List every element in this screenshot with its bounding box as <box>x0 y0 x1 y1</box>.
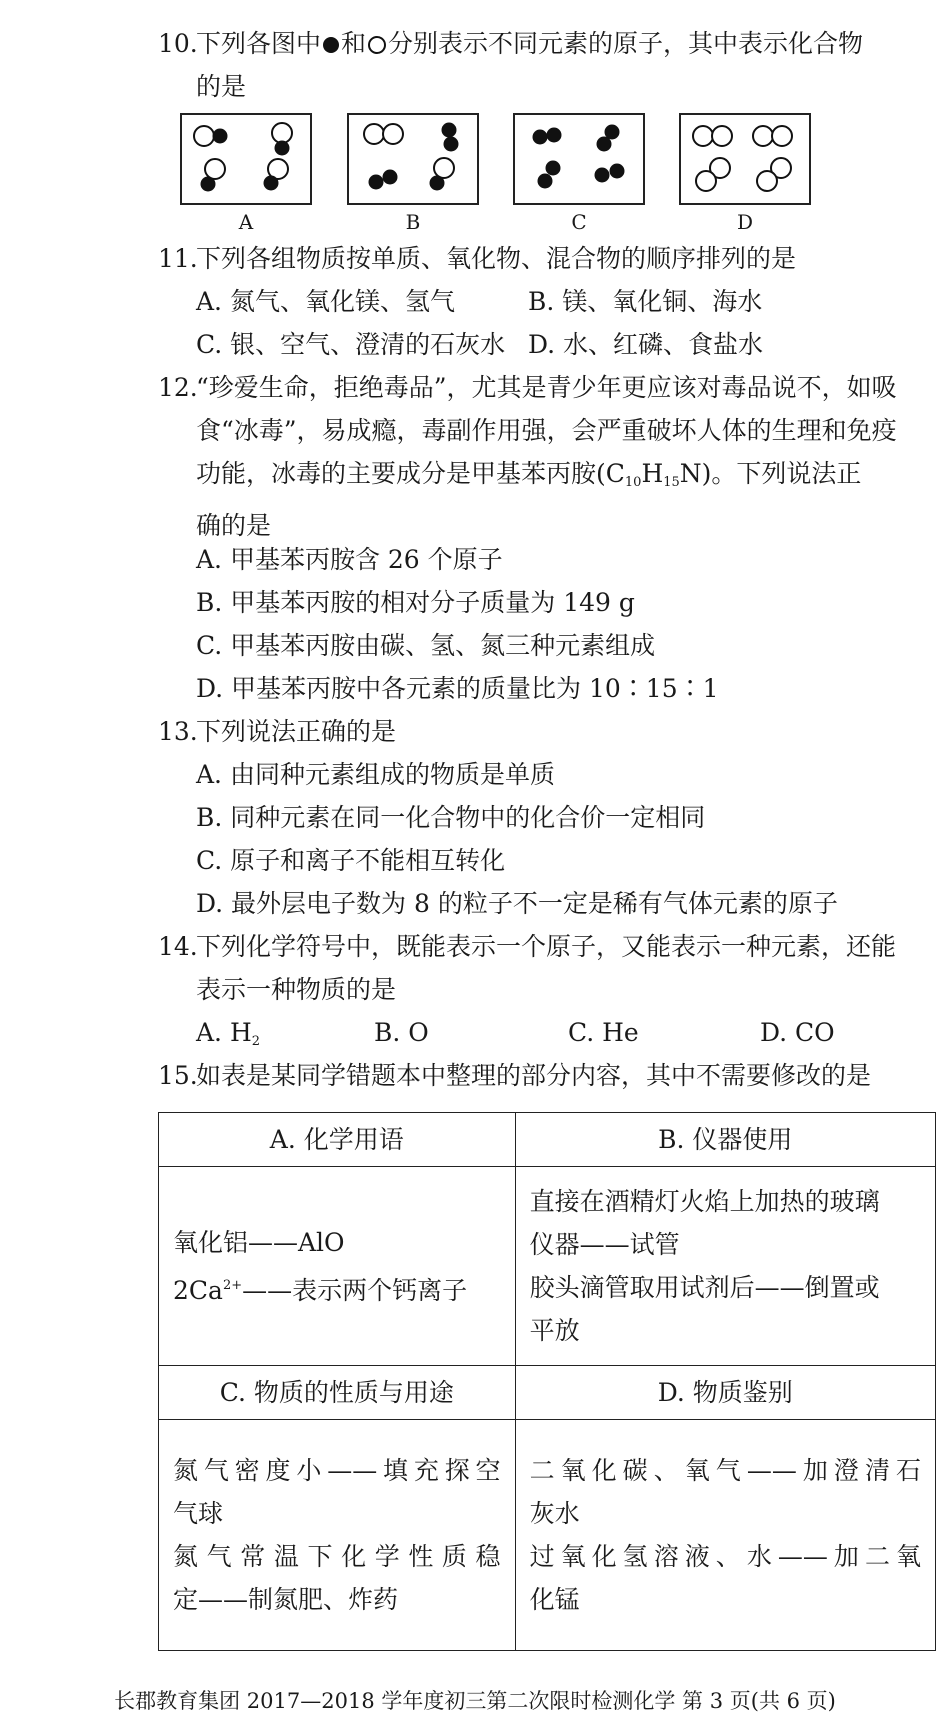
cell-line: 平放 <box>529 1316 580 1345</box>
cell-line: 直接在酒精灯火焰上加热的玻璃 <box>529 1187 880 1216</box>
stem-text: 功能，冰毒的主要成分是甲基苯丙胺(C <box>196 459 625 488</box>
figure-a <box>180 113 312 205</box>
cell-line: 2Ca <box>173 1275 223 1305</box>
molecule-figure-b <box>349 115 479 205</box>
question-number: 11. <box>158 244 198 273</box>
option-d: D. 最外层电子数为 8 的粒子不一定是稀有气体元素的原子 <box>196 889 838 918</box>
hollow-circle-icon <box>368 36 386 54</box>
molecule-figure-d <box>681 115 811 205</box>
cell-d-body <box>515 1420 935 1651</box>
atom-filled <box>201 177 216 192</box>
option-c: C. 银、空气、澄清的石灰水 <box>196 330 506 359</box>
option-d: D. CO <box>760 1018 835 1047</box>
question-12 <box>158 366 938 547</box>
option-a: A. 氮气、氧化镁、氢气 <box>196 287 455 316</box>
superscript: 2+ <box>222 1277 243 1293</box>
stem-text: 食“冰毒”，易成瘾，毒副作用强，会严重破坏人体的生理和免疫 <box>196 416 897 445</box>
option-b: B. O <box>374 1018 429 1047</box>
option-b: B. 同种元素在同一化合物中的化合价一定相同 <box>196 803 706 832</box>
cell-b-head: B. 仪器使用 <box>515 1113 935 1167</box>
atom-filled <box>275 141 290 156</box>
atom-hollow <box>272 123 292 143</box>
cell-c-head: C. 物质的性质与用途 <box>159 1366 516 1420</box>
cell-line: 仪器——试管 <box>529 1230 680 1259</box>
atom-filled <box>430 176 445 191</box>
atom-hollow <box>757 171 777 191</box>
question-number: 12. <box>158 373 198 402</box>
cell-line: 气球 <box>173 1499 224 1528</box>
atom-hollow <box>434 158 454 178</box>
question-number: 15. <box>158 1061 198 1090</box>
cell-line: 二氧化碳、氧气——加澄清石 <box>529 1456 921 1485</box>
figure-label-b: B <box>405 210 421 234</box>
question-number: 10. <box>158 29 198 58</box>
atom-filled <box>538 174 553 189</box>
stem-text: 下列各图中 <box>196 29 322 58</box>
molecule-figure-a <box>182 115 312 205</box>
stem-text: 确的是 <box>196 511 272 540</box>
error-notebook-table <box>158 1112 936 1651</box>
filled-circle-icon <box>323 37 339 53</box>
atom-hollow <box>364 124 384 144</box>
cell-line: 胶头滴管取用试剂后——倒置或 <box>529 1273 880 1302</box>
atom-filled <box>610 164 625 179</box>
stem-text: 和 <box>341 29 367 58</box>
molecule-figure-c <box>515 115 645 205</box>
option-b: B. 甲基苯丙胺的相对分子质量为 149 g <box>196 588 635 617</box>
atom-filled <box>597 137 612 152</box>
stem-text: 如表是某同学错题本中整理的部分内容，其中不需要修改的是 <box>196 1061 872 1090</box>
atom-filled <box>383 170 398 185</box>
atom-filled <box>213 129 228 144</box>
atom-hollow <box>194 126 214 146</box>
stem-text: 分别表示不同元素的原子，其中表示化合物 <box>388 29 864 58</box>
atom-hollow <box>383 124 403 144</box>
cell-c-body <box>159 1420 516 1651</box>
cell-d-head: D. 物质鉴别 <box>515 1366 935 1420</box>
atom-hollow <box>696 171 716 191</box>
option-a: A. 甲基苯丙胺含 26 个原子 <box>196 545 503 574</box>
question-number: 14. <box>158 932 198 961</box>
stem-text: 表示一种物质的是 <box>196 975 397 1004</box>
option-b: B. 镁、氧化铜、海水 <box>528 287 763 316</box>
option-d: D. 水、红磷、食盐水 <box>528 330 764 359</box>
atom-filled <box>264 176 279 191</box>
figure-c <box>513 113 645 205</box>
page-footer: 长郡教育集团 2017—2018 学年度初三第二次限时检测化学 第 3 页(共 6 页) <box>114 1689 836 1713</box>
atom-filled <box>444 137 459 152</box>
question-14 <box>158 925 938 1011</box>
atom-filled <box>442 123 457 138</box>
atom-filled <box>547 128 562 143</box>
cell-line: 灰水 <box>529 1499 580 1528</box>
stem-text: 的是 <box>196 72 247 101</box>
option-c: C. 甲基苯丙胺由碳、氢、氮三种元素组成 <box>196 631 656 660</box>
cell-line: ——表示两个钙离子 <box>242 1275 468 1305</box>
option-a: A. 由同种元素组成的物质是单质 <box>196 760 555 789</box>
stem-text: 下列化学符号中，既能表示一个原子，又能表示一种元素，还能 <box>196 932 897 961</box>
cell-line: 氮气密度小——填充探空 <box>173 1456 501 1485</box>
atom-hollow <box>693 126 713 146</box>
figure-b <box>347 113 479 205</box>
cell-a-head: A. 化学用语 <box>159 1113 516 1167</box>
figure-label-d: D <box>736 210 754 234</box>
stem-text: 下列各组物质按单质、氧化物、混合物的顺序排列的是 <box>196 244 797 273</box>
stem-text: “珍爱生命，拒绝毒品”，尤其是青少年更应该对毒品说不，如吸 <box>196 373 897 402</box>
question-15 <box>158 1054 938 1097</box>
question-number: 13. <box>158 717 198 746</box>
cell-line: 化锰 <box>529 1585 580 1614</box>
cell-line: 过氧化氢溶液、水——加二氧 <box>529 1542 921 1571</box>
subscript: 2 <box>251 1034 261 1049</box>
question-13 <box>158 710 938 753</box>
cell-b-body <box>515 1167 935 1366</box>
figure-d <box>679 113 811 205</box>
atom-filled <box>546 161 561 176</box>
atom-hollow <box>712 126 732 146</box>
cell-a-body <box>159 1167 516 1366</box>
stem-text: N)。下列说法正 <box>679 459 862 488</box>
option-text: A. H <box>196 1018 252 1047</box>
option-d: D. 甲基苯丙胺中各元素的质量比为 10∶15∶1 <box>196 674 719 703</box>
question-10 <box>158 22 938 108</box>
cell-line: 定——制氮肥、炸药 <box>173 1585 399 1614</box>
atom-filled <box>533 130 548 145</box>
cell-line: 氧化铝——AlO <box>173 1227 345 1257</box>
figure-label-a: A <box>238 210 254 234</box>
atom-filled <box>369 175 384 190</box>
option-c: C. He <box>568 1018 639 1047</box>
atom-filled <box>595 168 610 183</box>
figure-label-c: C <box>571 210 587 234</box>
subscript: 15 <box>663 475 680 490</box>
stem-text: H <box>641 459 664 488</box>
stem-text: 下列说法正确的是 <box>196 717 397 746</box>
atom-hollow <box>753 126 773 146</box>
question-11 <box>158 237 938 280</box>
cell-line: 氮气常温下化学性质稳 <box>173 1542 501 1571</box>
subscript: 10 <box>624 475 642 490</box>
option-c: C. 原子和离子不能相互转化 <box>196 846 506 875</box>
atom-hollow <box>772 126 792 146</box>
atom-hollow <box>205 159 225 179</box>
